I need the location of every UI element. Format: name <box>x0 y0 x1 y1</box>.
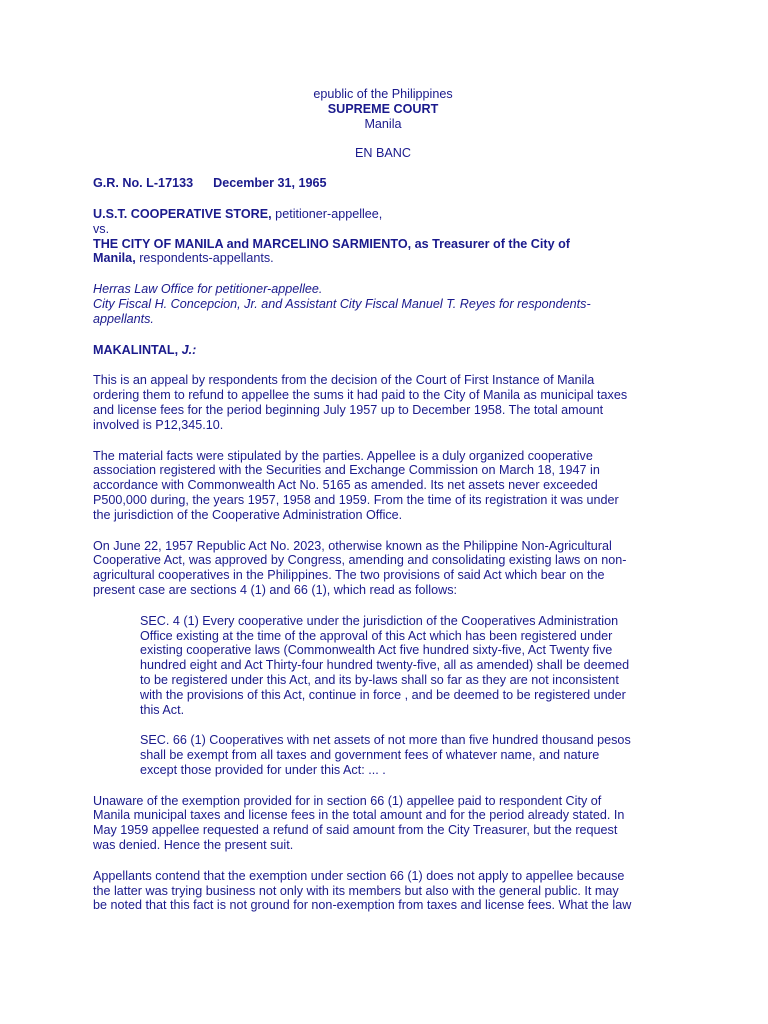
versus-label: vs. <box>93 221 110 236</box>
text-line: to be registered under this Act, and its by-laws shall so far as they are not inconsistent <box>140 672 619 687</box>
paragraph-4 <box>93 794 683 853</box>
petitioner-name: U.S.T. COOPERATIVE STORE, <box>93 206 272 221</box>
division-label: EN BANC <box>355 146 411 161</box>
text-line: Office existing at the time of the approval of this Act which has been registered under <box>140 628 613 643</box>
text-line: with the provisions of this Act, continue in force , and be deemed to be registered under <box>140 687 626 702</box>
text-line: On June 22, 1957 Republic Act No. 2023, otherwise known as the Philippine Non-Agricultural <box>93 538 612 553</box>
text-line: Manila municipal taxes and license fees in the total amount and for the period already stated. In <box>93 808 625 823</box>
respondent-name-line2: Manila, <box>93 251 136 266</box>
text-line: present case are sections 4 (1) and 66 (1), which read as follows: <box>93 582 458 597</box>
paragraph-3 <box>93 539 683 598</box>
text-line: this Act. <box>140 702 185 717</box>
respondent-role: respondents-appellants. <box>135 251 274 266</box>
text-line: This is an appeal by respondents from the decision of the Court of First Instance of Manila <box>93 373 595 388</box>
text-line: was denied. Hence the present suit. <box>93 838 294 853</box>
text-line: May 1959 appellee requested a refund of said amount from the City Treasurer, but the request <box>93 823 618 838</box>
text-line: P500,000 during, the years 1957, 1958 and 1959. From the time of its registration it was under <box>93 492 619 507</box>
ponente-name: MAKALINTAL, <box>93 342 179 357</box>
text-line: the jurisdiction of the Cooperative Administration Office. <box>93 507 403 522</box>
court-city: Manila <box>364 116 402 131</box>
ponente <box>93 343 683 358</box>
text-line: ordering them to refund to appellee the sums it had paid to the City of Manila as municipal taxes <box>93 388 628 403</box>
ponente-title: J.: <box>178 342 197 357</box>
text-line: agricultural cooperatives in the Philippines. The two provisions of said Act which bear on the <box>93 568 605 583</box>
counsel-block <box>93 282 683 326</box>
counsel-respondent-line2: appellants. <box>93 311 154 326</box>
text-line: except those provided for under this Act: ... . <box>140 762 386 777</box>
paragraph-5 <box>93 869 683 913</box>
text-line: hundred eight and Act Thirty-four hundred twenty-five, all as amended) shall be deemed <box>140 658 630 673</box>
paragraph-2 <box>93 449 683 523</box>
text-line: SEC. 66 (1) Cooperatives with net assets of not more than five hundred thousand pesos <box>140 733 631 748</box>
text-line: Unaware of the exemption provided for in section 66 (1) appellee paid to respondent City of <box>93 793 602 808</box>
gr-number: G.R. No. L-17133 <box>93 176 194 191</box>
paragraph-1 <box>93 373 683 432</box>
court-name: SUPREME COURT <box>327 101 439 116</box>
text-line: Cooperative Act, was approved by Congress, amending and consolidating existing laws on non- <box>93 553 627 568</box>
petitioner-role: petitioner-appellee, <box>271 206 383 221</box>
quoted-section-4 <box>140 614 675 718</box>
text-line: SEC. 4 (1) Every cooperative under the jurisdiction of the Cooperatives Administration <box>140 613 619 628</box>
text-line: accordance with Commonwealth Act No. 5165 as amended. Its net assets never exceeded <box>93 478 598 493</box>
republic-line: epublic of the Philippines <box>313 87 453 101</box>
text-line: The material facts were stipulated by the parties. Appellee is a duly organized cooperative <box>93 448 593 463</box>
text-line: and license fees for the period beginning July 1957 up to December 1958. The total amount <box>93 402 604 417</box>
document-page <box>93 87 683 913</box>
text-line: association registered with the Securities and Exchange Commission on March 18, 1947 in <box>93 463 600 478</box>
counsel-respondent-line1: City Fiscal H. Concepcion, Jr. and Assistant City Fiscal Manuel T. Reyes for respondents- <box>93 296 591 311</box>
text-line: existing cooperative laws (Commonwealth Act five hundred sixty-five, Act Twenty five <box>140 643 613 658</box>
quoted-section-66 <box>140 733 675 777</box>
counsel-petitioner: Herras Law Office for petitioner-appellee. <box>93 282 323 297</box>
case-number-line <box>93 176 683 191</box>
text-line: involved is P12,345.10. <box>93 417 224 432</box>
text-line: shall be exempt from all taxes and government fees of whatever name, and nature <box>140 748 600 763</box>
text-line: Appellants contend that the exemption under section 66 (1) does not apply to appellee because <box>93 868 625 883</box>
text-line: be noted that this fact is not ground for non-exemption from taxes and license fees. What the law <box>93 898 632 913</box>
respondent-name-line1: THE CITY OF MANILA and MARCELINO SARMIENTO, as Treasurer of the City of <box>93 236 570 251</box>
text-line: the latter was trying business not only with its members but also with the general public. It may <box>93 883 619 898</box>
case-parties <box>93 207 683 266</box>
decision-date: December 31, 1965 <box>213 176 327 191</box>
court-header <box>93 87 673 161</box>
